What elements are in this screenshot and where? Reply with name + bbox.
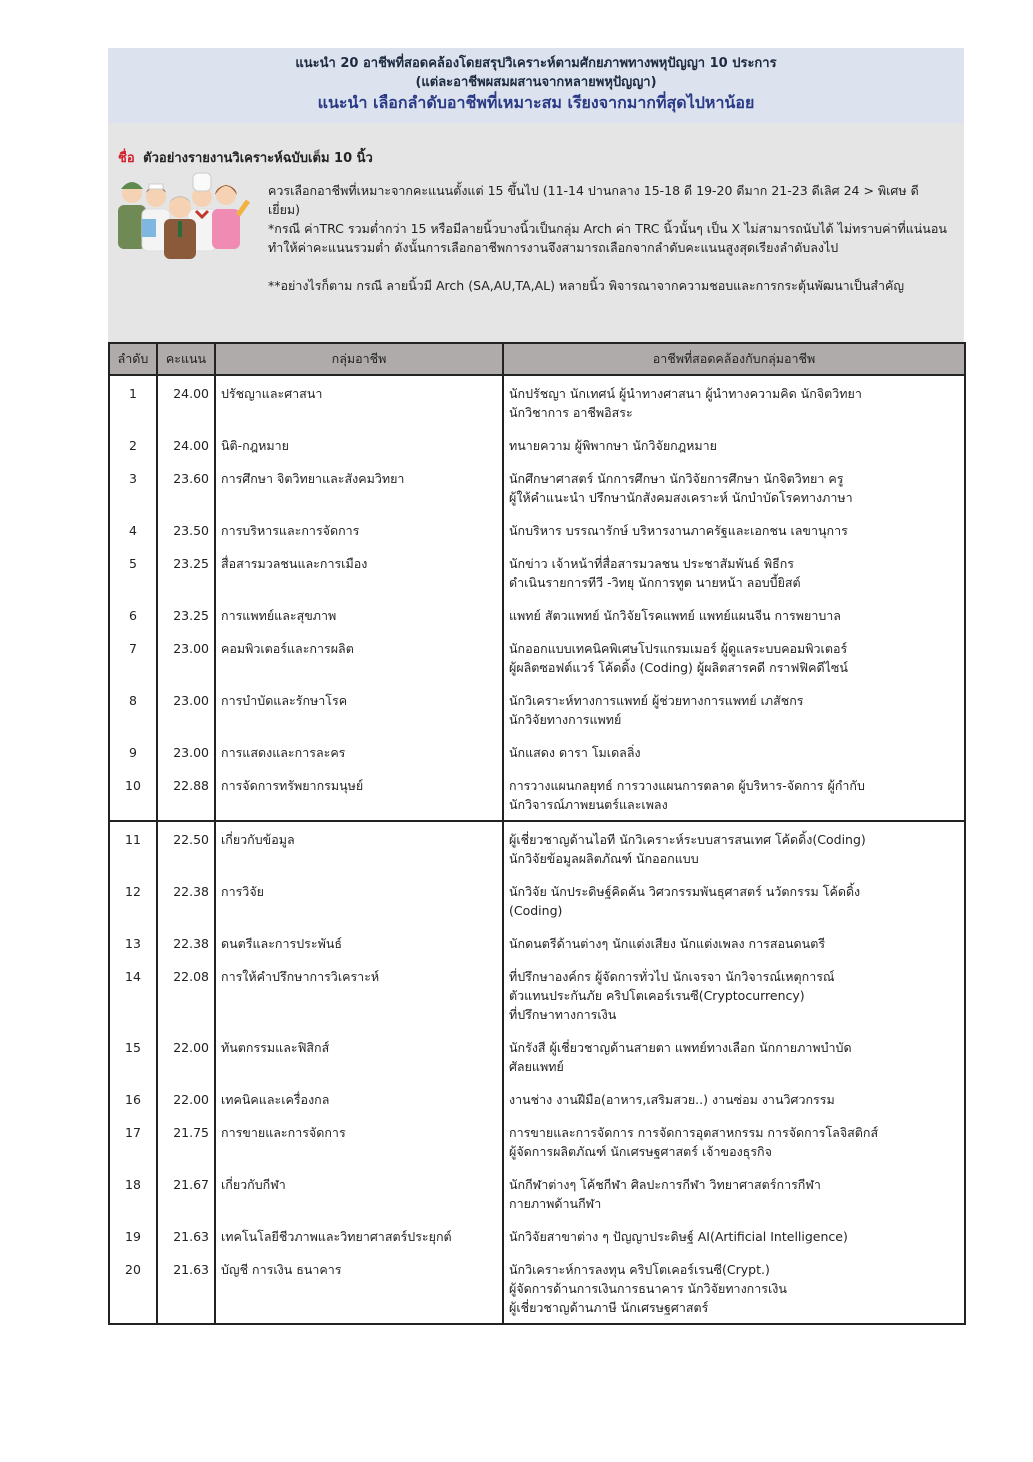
- careers-cell: [503, 1219, 965, 1252]
- rank-cell: 14: [109, 959, 157, 1030]
- report-subtitle: (แต่ละอาชีพผสมผสานจากหลายพหุปัญญา): [415, 75, 657, 90]
- career-line: ผู้ผลิตซอฟต์แวร์ โค้ดดิ้ง (Coding) ผู้ผลิตสารคดี กราฟฟิคดีไซน์: [509, 660, 848, 675]
- score-cell: 22.00: [157, 1082, 215, 1115]
- score-cell: 24.00: [157, 428, 215, 461]
- career-line: ผู้จัดการด้านการเงินการธนาคาร นักวิจัยทางการเงิน: [509, 1281, 787, 1296]
- rank-cell: 17: [109, 1115, 157, 1167]
- table-row: [109, 1115, 965, 1167]
- careers-cell: [503, 1167, 965, 1219]
- careers-cell: [503, 735, 965, 768]
- group-cell: เทคโนโลยีชีวภาพและวิทยาศาสตร์ประยุกต์: [215, 1219, 503, 1252]
- rank-cell: 10: [109, 768, 157, 821]
- career-line: นักวิจัยข้อมูลผลิตภัณฑ์ นักออกแบบ: [509, 851, 699, 866]
- group-cell: การบำบัดและรักษาโรค: [215, 683, 503, 735]
- table-row: [109, 598, 965, 631]
- careers-cell: [503, 461, 965, 513]
- score-cell: 22.38: [157, 926, 215, 959]
- rank-cell: 20: [109, 1252, 157, 1324]
- careers-table: [108, 342, 966, 1325]
- score-cell: 23.00: [157, 683, 215, 735]
- group-cell: การบริหารและการจัดการ: [215, 513, 503, 546]
- header-group: กลุ่มอาชีพ: [215, 343, 503, 375]
- rank-cell: 19: [109, 1219, 157, 1252]
- table-row: [109, 959, 965, 1030]
- career-line: แพทย์ สัตวแพทย์ นักวิจัยโรคแพทย์ แพทย์แผนจีน การพยาบาล: [509, 608, 841, 623]
- career-line: (Coding): [509, 903, 563, 918]
- score-cell: 23.60: [157, 461, 215, 513]
- notes: [268, 181, 948, 295]
- score-cell: 22.38: [157, 874, 215, 926]
- careers-cell: [503, 631, 965, 683]
- career-line: งานช่าง งานฝีมือ(อาหาร,เสริมสวย..) งานซ่อม งานวิศวกรรม: [509, 1092, 835, 1107]
- table-row: [109, 926, 965, 959]
- score-cell: 21.75: [157, 1115, 215, 1167]
- table-row: [109, 768, 965, 821]
- rank-cell: 11: [109, 821, 157, 874]
- careers-cell: [503, 513, 965, 546]
- table-row: [109, 461, 965, 513]
- table-row: [109, 735, 965, 768]
- careers-cell: [503, 821, 965, 874]
- careers-cell: [503, 683, 965, 735]
- career-line: ผู้เชี่ยวชาญด้านภาษี นักเศรษฐศาสตร์: [509, 1300, 709, 1315]
- careers-cell: [503, 546, 965, 598]
- careers-cell: [503, 1115, 965, 1167]
- score-cell: 23.00: [157, 631, 215, 683]
- career-line: นักปรัชญา นักเทศน์ ผู้นำทางศาสนา ผู้นำทางความคิด นักจิตวิทยา: [509, 386, 862, 401]
- career-line: ทนายความ ผู้พิพากษา นักวิจัยกฎหมาย: [509, 438, 717, 453]
- career-line: นักกีฬาต่างๆ โค้ชกีฬา ศิลปะการกีฬา วิทยาศาสตร์การกีฬา: [509, 1177, 821, 1192]
- score-cell: 22.00: [157, 1030, 215, 1082]
- careers-cell: [503, 959, 965, 1030]
- score-cell: 23.25: [157, 598, 215, 631]
- table-row: [109, 1219, 965, 1252]
- rank-cell: 13: [109, 926, 157, 959]
- header-score: คะแนน: [157, 343, 215, 375]
- career-line: ศัลยแพทย์: [509, 1059, 564, 1074]
- career-line: นักศึกษาศาสตร์ นักการศึกษา นักวิจัยการศึกษา นักจิตวิทยา ครู: [509, 471, 844, 486]
- group-cell: การศึกษา จิตวิทยาและสังคมวิทยา: [215, 461, 503, 513]
- occupations-group-illustration: [112, 159, 252, 259]
- careers-cell: [503, 428, 965, 461]
- score-cell: 21.63: [157, 1219, 215, 1252]
- report-title: แนะนำ 20 อาชีพที่สอดคล้องโดยสรุปวิเคราะห์ตามศักยภาพทางพหุปัญญา 10 ประการ: [295, 56, 777, 71]
- score-cell: 23.25: [157, 546, 215, 598]
- career-line: ดำเนินรายการทีวี -วิทยุ นักการทูต นายหน้า ลอบบี้ยิสต์: [509, 575, 801, 590]
- table-row: [109, 631, 965, 683]
- group-cell: นิติ-กฎหมาย: [215, 428, 503, 461]
- score-cell: 23.50: [157, 513, 215, 546]
- table-row: [109, 513, 965, 546]
- careers-cell: [503, 1252, 965, 1324]
- businessman-figure: [164, 196, 196, 259]
- group-cell: การแพทย์และสุขภาพ: [215, 598, 503, 631]
- career-line: ตัวแทนประกันภัย คริปโตเคอร์เรนซี(Cryptocurrency): [509, 988, 805, 1003]
- career-line: การขายและการจัดการ การจัดการอุตสาหกรรม การจัดการโลจิสติกส์: [509, 1125, 879, 1140]
- report-recommendation: แนะนำ เลือกลำดับอาชีพที่เหมาะสม เรียงจากมากที่สุดไปหาน้อย: [317, 93, 755, 112]
- career-line: ผู้เชี่ยวชาญด้านไอที นักวิเคราะห์ระบบสารสนเทศ โค้ดดิ้ง(Coding): [509, 832, 866, 847]
- table-row: [109, 1030, 965, 1082]
- career-line: นักวิชาการ อาชีพอิสระ: [509, 405, 633, 420]
- table-row: [109, 1252, 965, 1324]
- career-line: ผู้จัดการผลิตภัณฑ์ นักเศรษฐศาสตร์ เจ้าของธุรกิจ: [509, 1144, 772, 1159]
- group-cell: เทคนิคและเครื่องกล: [215, 1082, 503, 1115]
- table-row: [109, 1082, 965, 1115]
- score-cell: 23.00: [157, 735, 215, 768]
- career-line: กายภาพด้านกีฬา: [509, 1196, 602, 1211]
- careers-cell: [503, 375, 965, 428]
- careers-cell: [503, 874, 965, 926]
- career-line: นักวิเคราะห์ทางการแพทย์ ผู้ช่วยทางการแพทย์ เภสัชกร: [509, 693, 804, 708]
- score-cell: 21.63: [157, 1252, 215, 1324]
- rank-cell: 3: [109, 461, 157, 513]
- career-line: ผู้ให้คำแนะนำ ปรึกษานักสังคมสงเคราะห์ นักบำบัดโรคทางภาษา: [509, 490, 853, 505]
- rank-cell: 16: [109, 1082, 157, 1115]
- table-body: [109, 375, 965, 1324]
- career-line: นักข่าว เจ้าหน้าที่สื่อสารมวลชน ประชาสัมพันธ์ พิธีกร: [509, 556, 795, 571]
- shop-worker-figure: [212, 185, 248, 249]
- table-row: [109, 428, 965, 461]
- group-cell: บัญชี การเงิน ธนาคาร: [215, 1252, 503, 1324]
- score-cell: 22.88: [157, 768, 215, 821]
- score-cell: 22.50: [157, 821, 215, 874]
- career-line: การวางแผนกลยุทธ์ การวางแผนการตลาด ผู้บริหาร-จัดการ ผู้กำกับ: [509, 778, 865, 793]
- group-cell: สื่อสารมวลชนและการเมือง: [215, 546, 503, 598]
- career-line: นักวิเคราะห์การลงทุน คริปโตเคอร์เรนซี(Crypt.): [509, 1262, 770, 1277]
- rank-cell: 1: [109, 375, 157, 428]
- career-line: นักรังสี ผู้เชี่ยวชาญด้านสายตา แพทย์ทางเลือก นักกายภาพบำบัด: [509, 1040, 852, 1055]
- name-value: ตัวอย่างรายงานวิเคราะห์ฉบับเต็ม 10 นิ้ว: [143, 151, 373, 166]
- rank-cell: 5: [109, 546, 157, 598]
- career-line: นักบริหาร บรรณารักษ์ บริหารงานภาครัฐและเอกชน เลขานุการ: [509, 523, 848, 538]
- group-cell: ดนตรีและการประพันธ์: [215, 926, 503, 959]
- rank-cell: 2: [109, 428, 157, 461]
- rank-cell: 18: [109, 1167, 157, 1219]
- score-cell: 21.67: [157, 1167, 215, 1219]
- group-cell: การขายและการจัดการ: [215, 1115, 503, 1167]
- career-line: ที่ปรึกษาองค์กร ผู้จัดการทั่วไป นักเจรจา นักวิจารณ์เหตุการณ์: [509, 969, 835, 984]
- arch-note: **อย่างไรก็ตาม กรณี ลายนิ้วมี Arch (SA,AU,TA,AL) หลายนิ้ว พิจารณาจากความชอบและการกระตุ้นพัฒนาเป็นสำคัญ: [268, 278, 905, 293]
- score-guide-note: ควรเลือกอาชีพที่เหมาะจากคะแนนตั้งแต่ 15 ขึ้นไป (11-14 ปานกลาง 15-18 ดี 19-20 ดีมาก 21-23 ดีเลิศ 24 > พิเศษ ดีเยี่ยม): [268, 183, 919, 217]
- career-line: นักออกแบบเทคนิคพิเศษโปรแกรมเมอร์ ผู้ดูแลระบบคอมพิวเตอร์: [509, 641, 848, 656]
- group-cell: การแสดงและการละคร: [215, 735, 503, 768]
- report-page: [108, 48, 964, 1325]
- group-cell: ทันตกรรมและฟิสิกส์: [215, 1030, 503, 1082]
- careers-cell: [503, 1082, 965, 1115]
- rank-cell: 9: [109, 735, 157, 768]
- info-panel: [108, 123, 964, 342]
- header-careers: อาชีพที่สอดคล้องกับกลุ่มอาชีพ: [503, 343, 965, 375]
- header-rank: ลำดับ: [109, 343, 157, 375]
- rank-cell: 6: [109, 598, 157, 631]
- group-cell: การวิจัย: [215, 874, 503, 926]
- rank-cell: 15: [109, 1030, 157, 1082]
- rank-cell: 8: [109, 683, 157, 735]
- rank-cell: 12: [109, 874, 157, 926]
- group-cell: การจัดการทรัพยากรมนุษย์: [215, 768, 503, 821]
- careers-cell: [503, 926, 965, 959]
- rank-cell: 4: [109, 513, 157, 546]
- score-cell: 24.00: [157, 375, 215, 428]
- group-cell: คอมพิวเตอร์และการผลิต: [215, 631, 503, 683]
- career-line: นักดนตรีด้านต่างๆ นักแต่งเสียง นักแต่งเพลง การสอนดนตรี: [509, 936, 826, 951]
- careers-cell: [503, 1030, 965, 1082]
- table-row: [109, 546, 965, 598]
- rank-cell: 7: [109, 631, 157, 683]
- table-row: [109, 874, 965, 926]
- score-cell: 22.08: [157, 959, 215, 1030]
- career-line: นักแสดง ดารา โมเดลลิ่ง: [509, 745, 641, 760]
- table-row: [109, 375, 965, 428]
- group-cell: การให้คำปรึกษาการวิเคราะห์: [215, 959, 503, 1030]
- trc-note: *กรณี ค่าTRC รวมต่ำกว่า 15 หรือมีลายนิ้วบางนิ้วเป็นกลุ่ม Arch ค่า TRC นิ้วนั้นๆ เป็น X ไม่สามารถนับได้ ไม่ทราบค่าที่แน่นอน ทำให้ค่าคะแนนรวมต่ำ ดังนั้นการเลือกอาชีพการงานจึงสามารถเลือกจากลำดับคะแนนสูงสุดเรียงลำดับลงไป: [268, 221, 947, 255]
- career-line: นักวิจัย นักประดิษฐ์คิดค้น วิศวกรรมพันธุศาสตร์ นวัตกรรม โค้ดดิ้ง: [509, 884, 861, 899]
- career-line: นักวิจารณ์ภาพยนตร์และเพลง: [509, 797, 668, 812]
- group-cell: เกี่ยวกับข้อมูล: [215, 821, 503, 874]
- career-line: นักวิจัยสาขาต่าง ๆ ปัญญาประดิษฐ์ AI(Artificial Intelligence): [509, 1229, 848, 1244]
- table-row: [109, 1167, 965, 1219]
- title-band: [108, 48, 964, 123]
- careers-cell: [503, 598, 965, 631]
- table-row: [109, 683, 965, 735]
- table-header-row: [109, 343, 965, 375]
- career-line: ที่ปรึกษาทางการเงิน: [509, 1007, 617, 1022]
- careers-cell: [503, 768, 965, 821]
- table-row: [109, 821, 965, 874]
- career-line: นักวิจัยทางการแพทย์: [509, 712, 622, 727]
- name-label: ชื่อ: [118, 151, 135, 166]
- group-cell: เกี่ยวกับกีฬา: [215, 1167, 503, 1219]
- group-cell: ปรัชญาและศาสนา: [215, 375, 503, 428]
